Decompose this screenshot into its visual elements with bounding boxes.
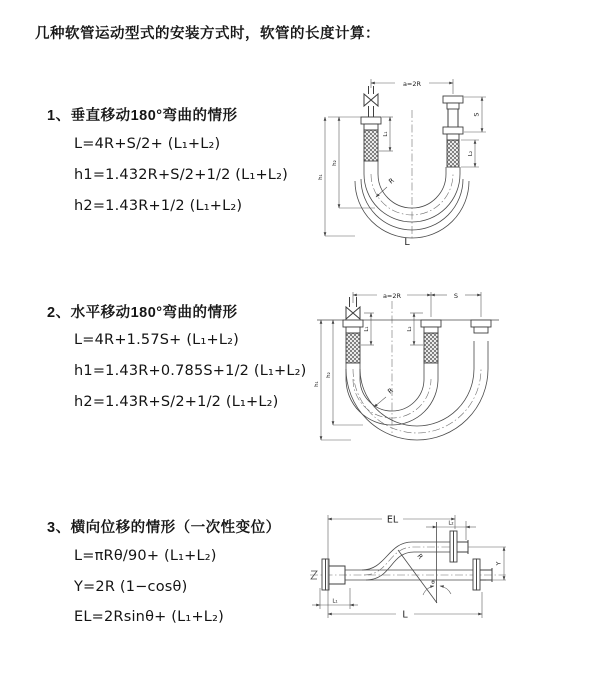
- valve-icon: [364, 94, 378, 106]
- right-fitting: [443, 96, 463, 167]
- section-3-heading: 3、横向位移的情形（一次性变位）: [47, 520, 281, 536]
- right-fitting: [471, 320, 491, 333]
- radius-label: R: [386, 386, 395, 396]
- formula-3-L: L=πRθ/90+ (L₁+L₂): [74, 548, 217, 564]
- dim-label-l: L: [402, 609, 408, 621]
- formula-1-h1: h1=1.432R+S/2+1/2 (L₁+L₂): [74, 167, 288, 183]
- hose-body: [346, 341, 488, 440]
- dim-label-l1: L₁: [332, 598, 338, 605]
- radius-label: R: [387, 176, 396, 186]
- dim-label-l1: L₁: [383, 131, 389, 137]
- dim-label-h2: h₂: [326, 372, 332, 378]
- dim-label-l2: L₂: [468, 150, 474, 157]
- formula-1-h2: h2=1.43R+1/2 (L₁+L₂): [74, 198, 243, 214]
- lower-right-fitting: [473, 559, 492, 590]
- radius-label: R: [415, 552, 425, 561]
- diagram-vertical-180-bend: [303, 70, 583, 262]
- dim-label-h2: h₂: [332, 160, 338, 166]
- middle-fitting: [421, 320, 441, 363]
- angle-label: θ: [431, 580, 435, 586]
- braid-section: [424, 333, 438, 363]
- dim-label-el: EL: [386, 514, 399, 526]
- section-2-heading: 2、水平移动180°弯曲的情形: [47, 305, 238, 321]
- braid-section: [346, 333, 360, 363]
- left-fitting: [343, 297, 363, 363]
- dim-label-h1: h₁: [318, 174, 324, 180]
- formula-3-Y: Y=2R (1−cosθ): [74, 579, 188, 595]
- formula-2-L: L=4R+1.57S+ (L₁+L₂): [74, 332, 239, 348]
- braid-section: [447, 140, 459, 167]
- dim-label-l2: L₂: [407, 326, 413, 332]
- diagram-horizontal-180-bend: [303, 283, 595, 455]
- length-label: L: [404, 237, 410, 248]
- valve-icon: [346, 307, 360, 319]
- page-title: 几种软管运动型式的安装方式时，软管的长度计算：: [35, 26, 380, 42]
- upper-right-fitting: [450, 531, 468, 562]
- left-fitting: [361, 86, 381, 161]
- formula-1-L: L=4R+S/2+ (L₁+L₂): [74, 136, 221, 152]
- dim-label-a2r: a=2R: [382, 291, 402, 300]
- dim-label-l2: L₂: [448, 520, 454, 527]
- dimensions: [314, 292, 481, 440]
- dim-label-h1: h₁: [314, 381, 320, 387]
- section-1-heading: 1、垂直移动180°弯曲的情形: [47, 108, 238, 124]
- formula-3-EL: EL=2Rsinθ+ (L₁+L₂): [74, 609, 224, 625]
- dim-label-y: Y: [494, 561, 503, 566]
- dim-label-l1: L₁: [364, 326, 370, 332]
- dimensions: [318, 79, 486, 248]
- left-fitting: [322, 559, 345, 590]
- formula-2-h1: h1=1.43R+0.785S+1/2 (L₁+L₂): [74, 363, 307, 379]
- formula-2-h2: h2=1.43R+S/2+1/2 (L₁+L₂): [74, 394, 279, 410]
- dim-label-s: S: [453, 291, 459, 300]
- dim-label-a2r: a=2R: [402, 79, 422, 88]
- diagram-lateral-displacement: [300, 496, 600, 658]
- dim-label-s: S: [472, 112, 481, 117]
- braid-section: [364, 130, 378, 161]
